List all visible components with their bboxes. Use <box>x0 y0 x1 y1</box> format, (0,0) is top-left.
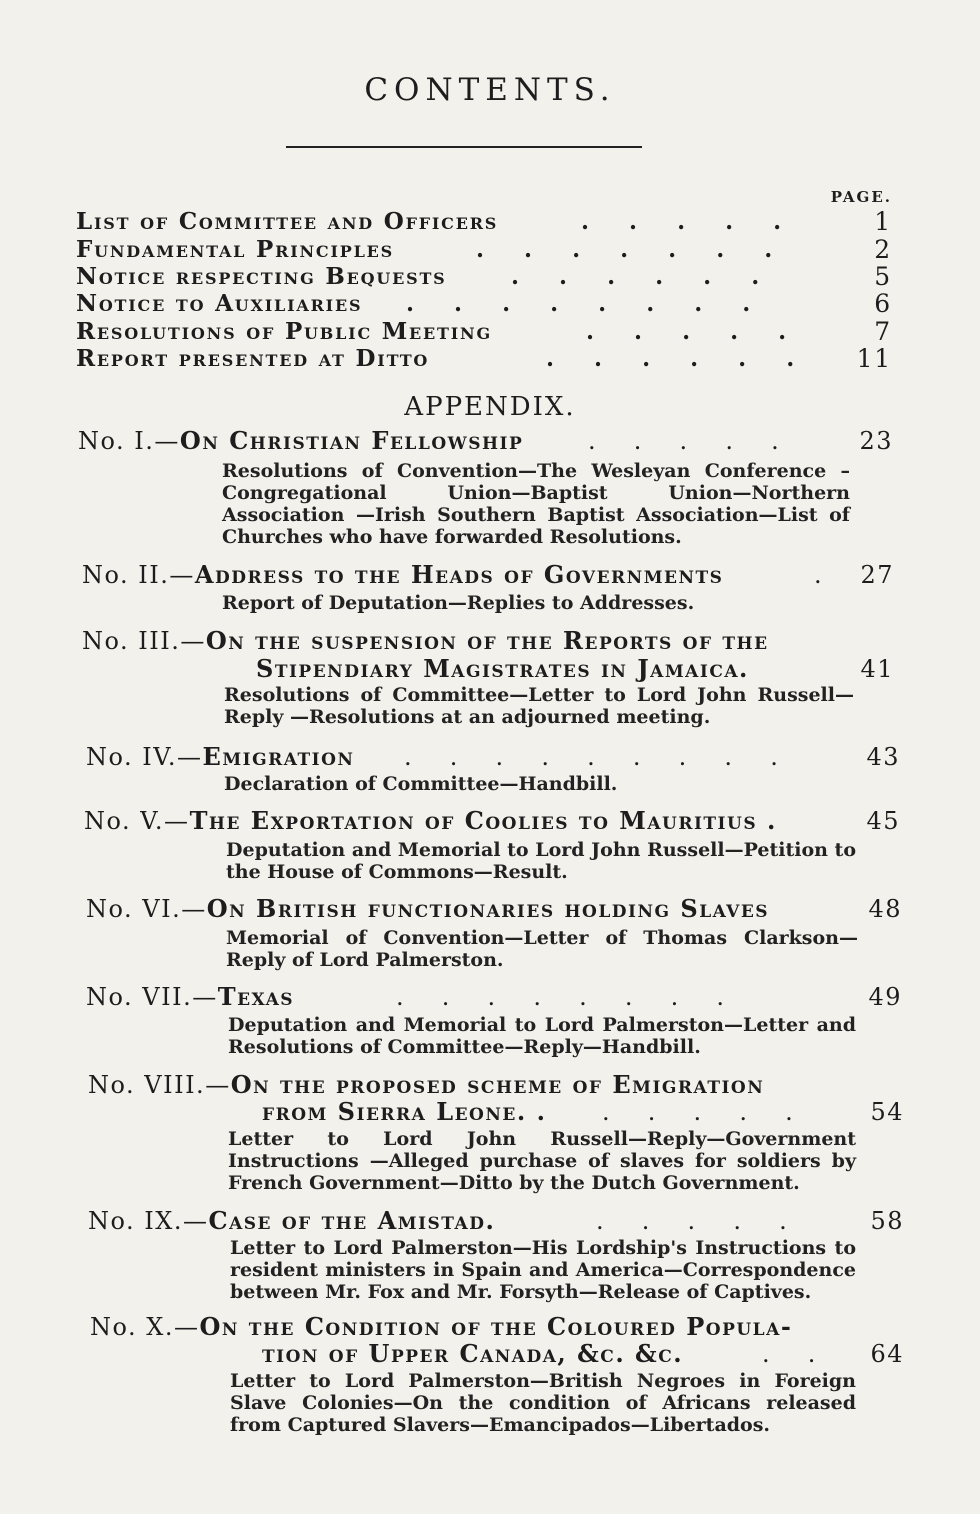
leader-dots: . . . . . . . . <box>396 983 725 1011</box>
page-column-header: PAGE. <box>830 188 892 206</box>
appendix-entry-3-cont[interactable] <box>256 654 894 684</box>
appendix-title-text: On the proposed scheme of Emigration <box>230 1070 765 1099</box>
appendix-page: 41 <box>860 655 894 683</box>
leader-dots: . <box>814 561 822 589</box>
toc-entry-page: 6 <box>874 289 892 318</box>
appendix-title-text: On the suspension of the Reports of the <box>205 626 769 655</box>
toc-entry-page: 5 <box>874 262 892 291</box>
appendix-page: 27 <box>860 561 894 589</box>
appendix-number: No. VIII.— <box>88 1071 231 1099</box>
appendix-sub-8: Letter to Lord John Russell—Reply—Government Instructions —Alleged purchase of slaves for soldiers by French Government—Ditto by the Dutch Government. <box>228 1128 856 1194</box>
appendix-sub-10: Letter to Lord Palmerston—British Negroes in Foreign Slave Colonies—On the condition of Africans released from Captured Slavers—Emancipados—Libertados. <box>230 1370 856 1436</box>
page-title: CONTENTS. <box>364 72 616 108</box>
appendix-title-text: On British functionaries holding Slaves <box>206 894 770 923</box>
appendix-entry-2[interactable] <box>82 560 894 590</box>
appendix-entry-3[interactable] <box>82 626 894 656</box>
appendix-entry-10[interactable] <box>90 1312 904 1342</box>
appendix-number: No. IV.— <box>86 743 203 771</box>
appendix-sub-6: Memorial of Convention—Letter of Thomas Clarkson—Reply of Lord Palmerston. <box>226 927 858 971</box>
appendix-title-text: Texas <box>217 982 295 1011</box>
appendix-title-text: On Christian Fellowship <box>179 426 524 455</box>
appendix-entry-4[interactable] <box>86 742 900 772</box>
appendix-sub-9: Letter to Lord Palmerston—His Lordship's Instructions to resident ministers in Spain and America—Correspondence between Mr. Fox and Mr. Forsyth—Release of Captives. <box>230 1237 856 1303</box>
appendix-page: 48 <box>868 895 902 923</box>
appendix-entry-10-cont[interactable] <box>262 1339 904 1369</box>
leader-dots: . . . . . <box>586 318 787 345</box>
leader-dots: . . . . . <box>602 1098 793 1126</box>
appendix-title-text: On the Condition of the Coloured Popula- <box>199 1312 793 1341</box>
appendix-entry-7[interactable] <box>86 982 902 1012</box>
appendix-number: No. III.— <box>82 627 206 655</box>
toc-entry-page: 7 <box>874 317 892 346</box>
leader-dots: . . . . . <box>596 1207 787 1235</box>
toc-entry-label: Notice respecting Bequests <box>76 263 447 290</box>
title-rule <box>286 146 642 148</box>
appendix-title-text: The Exportation of Coolies to Mauritius . <box>189 806 777 835</box>
appendix-page: 58 <box>870 1207 904 1235</box>
leader-dots: . . <box>762 1340 816 1368</box>
appendix-entry-6[interactable] <box>86 894 902 924</box>
toc-entry-auxiliaries[interactable] <box>76 290 892 317</box>
toc-entry-principles[interactable] <box>76 236 892 263</box>
toc-entry-label: List of Committee and Officers <box>76 208 499 235</box>
appendix-number: No. X.— <box>90 1313 200 1341</box>
appendix-number: No. II.— <box>82 561 195 589</box>
appendix-entry-5[interactable] <box>84 806 900 836</box>
toc-entry-label: Resolutions of Public Meeting <box>76 318 492 345</box>
appendix-entry-8-cont[interactable] <box>262 1097 904 1127</box>
appendix-title-text: Emigration <box>202 742 355 771</box>
appendix-entry-1[interactable] <box>78 426 893 456</box>
appendix-number: No. VI.— <box>86 895 207 923</box>
toc-entry-label: Report presented at Ditto <box>76 345 430 372</box>
toc-entry-label: Fundamental Principles <box>76 236 394 263</box>
appendix-title-text-cont: from Sierra Leone. . <box>262 1097 547 1126</box>
appendix-sub-1: Resolutions of Convention—The Wesleyan Conference – Congregational Union—Baptist Union—Northern Association —Irish Southern Baptist Association—List of Churches who have forwarded Resolutions. <box>222 460 850 548</box>
appendix-page: 23 <box>859 427 893 455</box>
leader-dots: . . . . . . . . <box>406 290 751 317</box>
leader-dots: . . . . . . <box>546 345 795 372</box>
appendix-page: 43 <box>866 743 900 771</box>
appendix-page: 54 <box>870 1098 904 1126</box>
toc-entry-resolutions[interactable] <box>76 318 892 345</box>
appendix-page: 45 <box>866 807 900 835</box>
appendix-number: No. VII.— <box>86 983 218 1011</box>
toc-entry-bequests[interactable] <box>76 263 892 290</box>
appendix-number: No. I.— <box>78 427 180 455</box>
appendix-sub-5: Deputation and Memorial to Lord John Russell—Petition to the House of Commons—Result. <box>226 839 856 883</box>
appendix-number: No. IX.— <box>88 1207 209 1235</box>
toc-entry-report[interactable] <box>76 345 892 372</box>
appendix-sub-3: Resolutions of Committee—Letter to Lord John Russell—Reply —Resolutions at an adjourned meeting. <box>224 684 854 728</box>
appendix-sub-4: Declaration of Committee—Handbill. <box>224 773 618 795</box>
toc-entry-page: 2 <box>874 235 892 264</box>
leader-dots: . . . . . . <box>511 263 760 290</box>
toc-entry-page: 1 <box>874 207 892 236</box>
leader-dots: . . . . . <box>588 427 779 455</box>
toc-entry-committee[interactable] <box>76 208 892 235</box>
appendix-title-text-cont: tion of Upper Canada, &c. &c. <box>262 1339 684 1368</box>
appendix-entry-8[interactable] <box>88 1070 904 1100</box>
toc-entry-label: Notice to Auxiliaries <box>76 290 363 317</box>
appendix-entry-9[interactable] <box>88 1206 904 1236</box>
appendix-title-text: Address to the Heads of Governments <box>194 560 724 589</box>
appendix-title-text-cont: Stipendiary Magistrates in Jamaica. <box>256 654 749 683</box>
appendix-number: No. V.— <box>84 807 190 835</box>
toc-entry-page: 11 <box>856 344 892 373</box>
appendix-page: 64 <box>870 1340 904 1368</box>
appendix-sub-7: Deputation and Memorial to Lord Palmerston—Letter and Resolutions of Committee—Reply—Handbill. <box>228 1014 856 1058</box>
appendix-title: APPENDIX. <box>404 392 576 422</box>
leader-dots: . . . . . . . . . <box>404 743 778 771</box>
leader-dots: . . . . . . . <box>476 236 773 263</box>
appendix-sub-2: Report of Deputation—Replies to Addresses. <box>222 592 695 614</box>
appendix-title-text: Case of the Amistad. <box>208 1206 496 1235</box>
leader-dots: . . . . . <box>581 208 782 235</box>
appendix-page: 49 <box>868 983 902 1011</box>
